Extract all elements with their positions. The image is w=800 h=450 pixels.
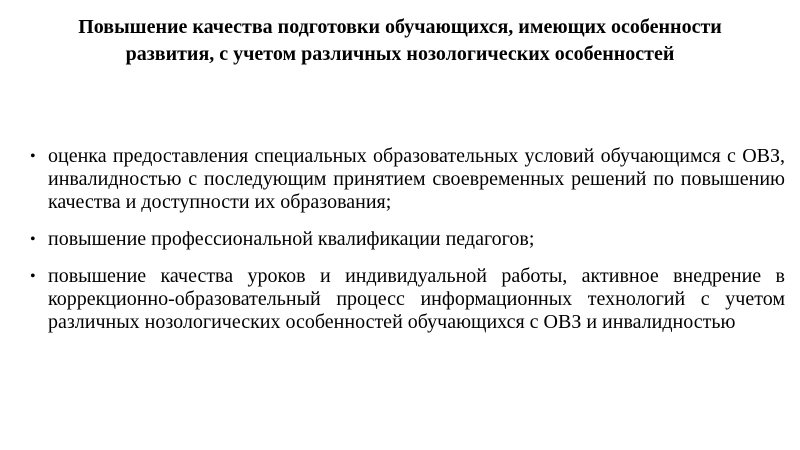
bullet-list <box>30 145 785 348</box>
list-item <box>30 265 785 334</box>
bullet-icon: • <box>30 231 36 248</box>
list-item <box>30 145 785 214</box>
bullet-icon: • <box>30 268 36 285</box>
bullet-text: повышение профессиональной квалификации педагогов; <box>48 228 535 250</box>
bullet-text: оценка предоставления специальных образовательных условий обучающимся с ОВЗ, инвалидностью с последующим принятием своевременных решений по повышению качества и доступности их образования; <box>48 145 785 213</box>
bullet-text: повышение качества уроков и индивидуальной работы, активное внедрение в коррекционно-образовательный процесс информационных технологий с учетом различных нозологических особенностей обучающихся с ОВЗ и инвалидностью <box>48 265 785 333</box>
slide-title: Повышение качества подготовки обучающихся, имеющих особенности развития, с учетом различных нозологических особенностей <box>78 16 722 65</box>
bullet-icon: • <box>30 148 36 165</box>
list-item <box>30 228 785 251</box>
